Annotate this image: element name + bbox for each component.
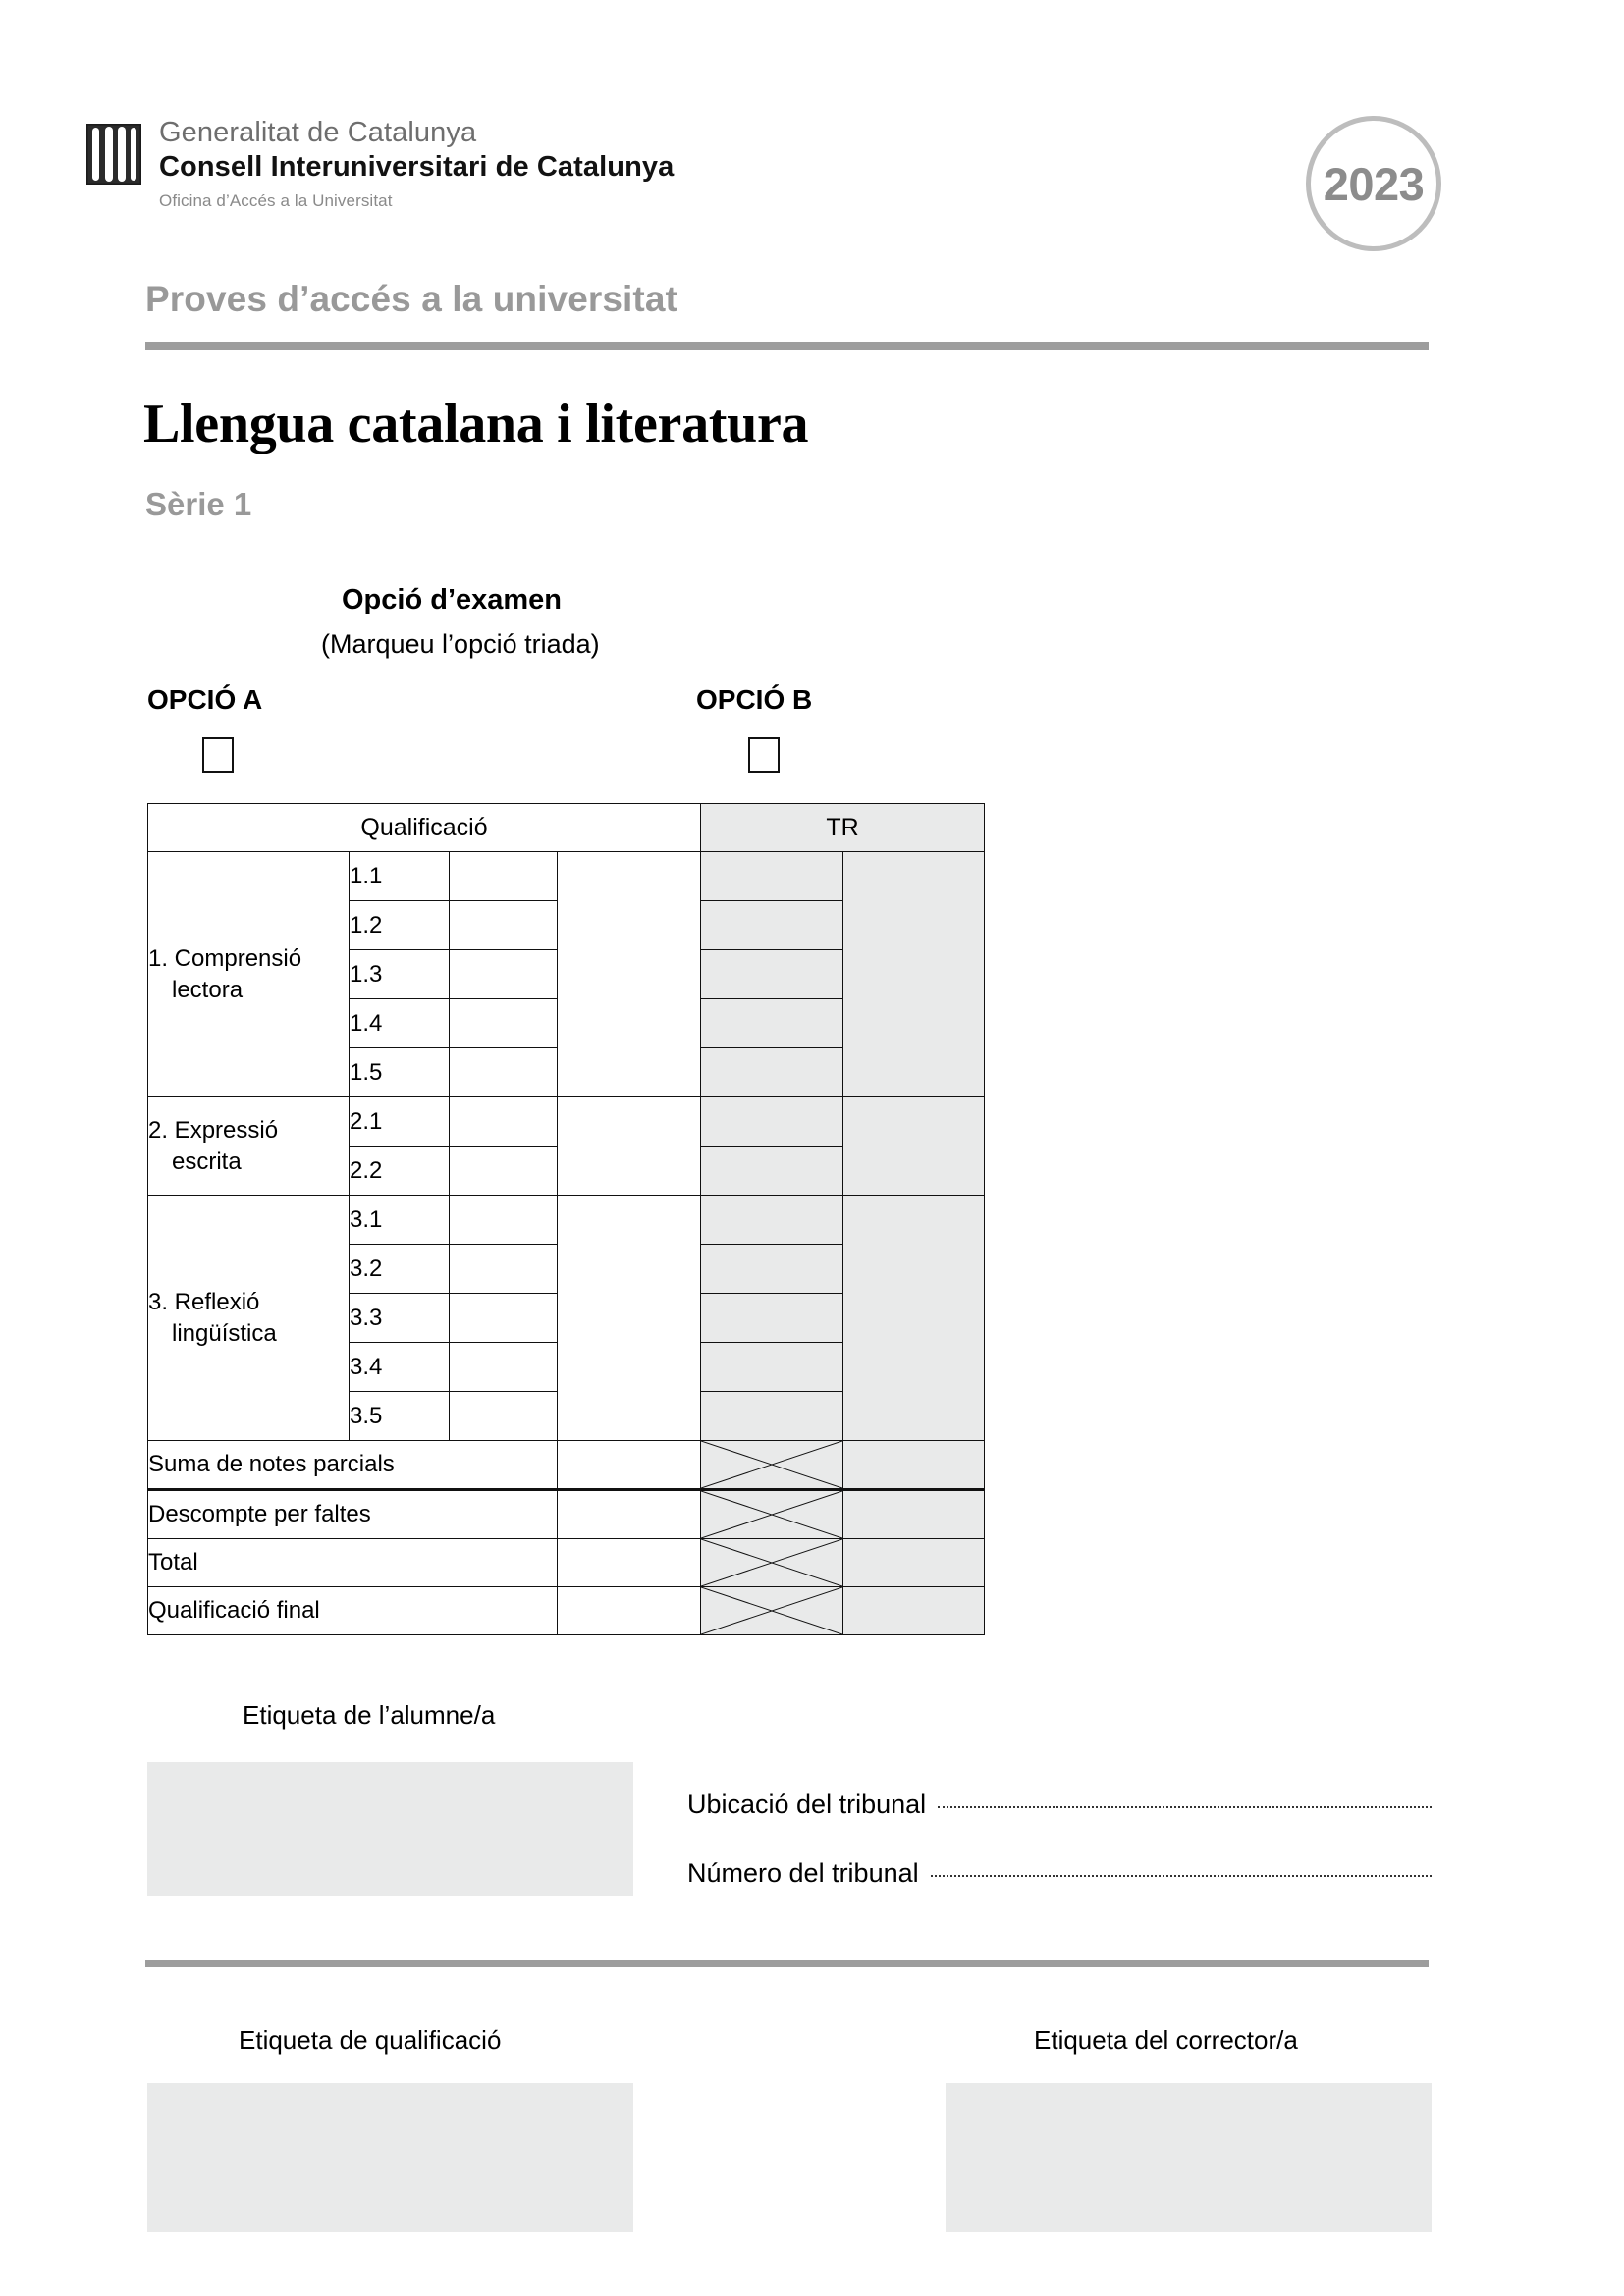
item-number: 1.5 xyxy=(350,1048,450,1097)
option-b-label: OPCIÓ B xyxy=(696,684,813,715)
year-badge-value: 2023 xyxy=(1323,157,1425,210)
criterion-label-1: 1. Comprensió lectora xyxy=(148,852,350,1097)
item-number: 2.2 xyxy=(350,1147,450,1196)
tr-item-cell[interactable] xyxy=(701,999,843,1048)
summary-label: Total xyxy=(148,1539,558,1587)
crossed-out-cell xyxy=(701,1539,843,1587)
summary-label: Qualificació final xyxy=(148,1587,558,1635)
criterion-label-2: 2. Expressió escrita xyxy=(148,1097,350,1196)
crossed-out-cell xyxy=(701,1490,843,1539)
organization-name xyxy=(159,116,674,211)
table-row xyxy=(148,1490,985,1539)
exam-series: Sèrie 1 xyxy=(145,486,252,522)
item-number: 1.2 xyxy=(350,901,450,950)
tribunal-location-input[interactable] xyxy=(938,1806,1432,1808)
score-input-cell[interactable] xyxy=(450,1343,558,1392)
tr-section-cell[interactable] xyxy=(843,852,985,1097)
document-header xyxy=(86,116,1441,224)
score-input-cell[interactable] xyxy=(450,901,558,950)
table-row xyxy=(148,852,985,901)
score-input-cell[interactable] xyxy=(450,1294,558,1343)
tr-summary-cell[interactable] xyxy=(843,1490,985,1539)
score-input-cell[interactable] xyxy=(450,1245,558,1294)
corrector-label-caption: Etiqueta del corrector/a xyxy=(1034,2025,1298,2055)
tribunal-location-label: Ubicació del tribunal xyxy=(687,1789,927,1819)
tr-section-cell[interactable] xyxy=(843,1196,985,1441)
tr-summary-cell[interactable] xyxy=(843,1587,985,1635)
tr-item-cell[interactable] xyxy=(701,901,843,950)
option-b-checkbox[interactable] xyxy=(748,737,780,773)
summary-value-cell[interactable] xyxy=(558,1490,701,1539)
score-input-cell[interactable] xyxy=(450,1048,558,1097)
tribunal-location-field[interactable] xyxy=(687,1789,1432,1820)
crossed-out-cell xyxy=(701,1587,843,1635)
item-number: 3.2 xyxy=(350,1245,450,1294)
page-title: Llengua catalana i literatura xyxy=(143,394,809,454)
option-instruction: (Marqueu l’opció triada) xyxy=(321,629,600,659)
table-row xyxy=(148,1441,985,1490)
corrector-label-box[interactable] xyxy=(946,2083,1432,2232)
score-input-cell[interactable] xyxy=(450,1097,558,1147)
generalitat-emblem-icon xyxy=(86,124,141,185)
header-tr: TR xyxy=(701,804,985,852)
tr-item-cell[interactable] xyxy=(701,950,843,999)
tr-item-cell[interactable] xyxy=(701,1392,843,1441)
item-number: 1.4 xyxy=(350,999,450,1048)
item-number: 3.3 xyxy=(350,1294,450,1343)
summary-value-cell[interactable] xyxy=(558,1539,701,1587)
table-row xyxy=(148,1587,985,1635)
student-label-caption: Etiqueta de l’alumne/a xyxy=(243,1700,496,1730)
tribunal-number-field[interactable] xyxy=(687,1858,1432,1889)
score-input-cell[interactable] xyxy=(450,1392,558,1441)
summary-label: Suma de notes parcials xyxy=(148,1441,558,1490)
header-qualificacio: Qualificació xyxy=(148,804,701,852)
tr-item-cell[interactable] xyxy=(701,1147,843,1196)
score-input-cell[interactable] xyxy=(450,950,558,999)
tr-item-cell[interactable] xyxy=(701,1048,843,1097)
summary-value-cell[interactable] xyxy=(558,1587,701,1635)
criterion-label-3: 3. Reflexió lingüística xyxy=(148,1196,350,1441)
table-row xyxy=(148,1097,985,1147)
score-input-cell[interactable] xyxy=(450,999,558,1048)
item-number: 1.1 xyxy=(350,852,450,901)
table-row xyxy=(148,1539,985,1587)
qualification-label-caption: Etiqueta de qualificació xyxy=(239,2025,502,2055)
option-a-checkbox[interactable] xyxy=(202,737,234,773)
item-number: 3.4 xyxy=(350,1343,450,1392)
tr-item-cell[interactable] xyxy=(701,1294,843,1343)
tr-item-cell[interactable] xyxy=(701,1097,843,1147)
table-row xyxy=(148,1196,985,1245)
tr-item-cell[interactable] xyxy=(701,852,843,901)
section-subtotal-cell[interactable] xyxy=(558,1196,701,1441)
section-subtotal-cell[interactable] xyxy=(558,1097,701,1196)
tr-item-cell[interactable] xyxy=(701,1245,843,1294)
exam-kicker: Proves d’accés a la universitat xyxy=(145,279,677,319)
org-line-oficina: Oficina d’Accés a la Universitat xyxy=(159,190,393,210)
crossed-out-cell xyxy=(701,1441,843,1490)
tr-summary-cell[interactable] xyxy=(843,1441,985,1490)
score-input-cell[interactable] xyxy=(450,1147,558,1196)
org-line-consell: Consell Interuniversitari de Catalunya xyxy=(159,151,675,184)
year-badge xyxy=(1306,116,1441,251)
tr-item-cell[interactable] xyxy=(701,1196,843,1245)
tr-summary-cell[interactable] xyxy=(843,1539,985,1587)
item-number: 1.3 xyxy=(350,950,450,999)
item-number: 3.1 xyxy=(350,1196,450,1245)
summary-value-cell[interactable] xyxy=(558,1441,701,1490)
header-divider-rule xyxy=(145,342,1429,350)
tribunal-number-label: Número del tribunal xyxy=(687,1858,919,1888)
student-label-box[interactable] xyxy=(147,1762,633,1896)
item-number: 2.1 xyxy=(350,1097,450,1147)
item-number: 3.5 xyxy=(350,1392,450,1441)
tr-item-cell[interactable] xyxy=(701,1343,843,1392)
tribunal-number-input[interactable] xyxy=(931,1875,1432,1877)
table-header-row xyxy=(148,804,985,852)
summary-label: Descompte per faltes xyxy=(148,1490,558,1539)
score-input-cell[interactable] xyxy=(450,1196,558,1245)
grading-table xyxy=(147,803,985,1635)
option-section-title: Opció d’examen xyxy=(342,584,563,615)
footer-divider-rule xyxy=(145,1960,1429,1967)
qualification-label-box[interactable] xyxy=(147,2083,633,2232)
section-subtotal-cell[interactable] xyxy=(558,852,701,1097)
org-line-generalitat: Generalitat de Catalunya xyxy=(159,117,477,148)
option-a-label: OPCIÓ A xyxy=(147,684,263,715)
score-input-cell[interactable] xyxy=(450,852,558,901)
tr-section-cell[interactable] xyxy=(843,1097,985,1196)
